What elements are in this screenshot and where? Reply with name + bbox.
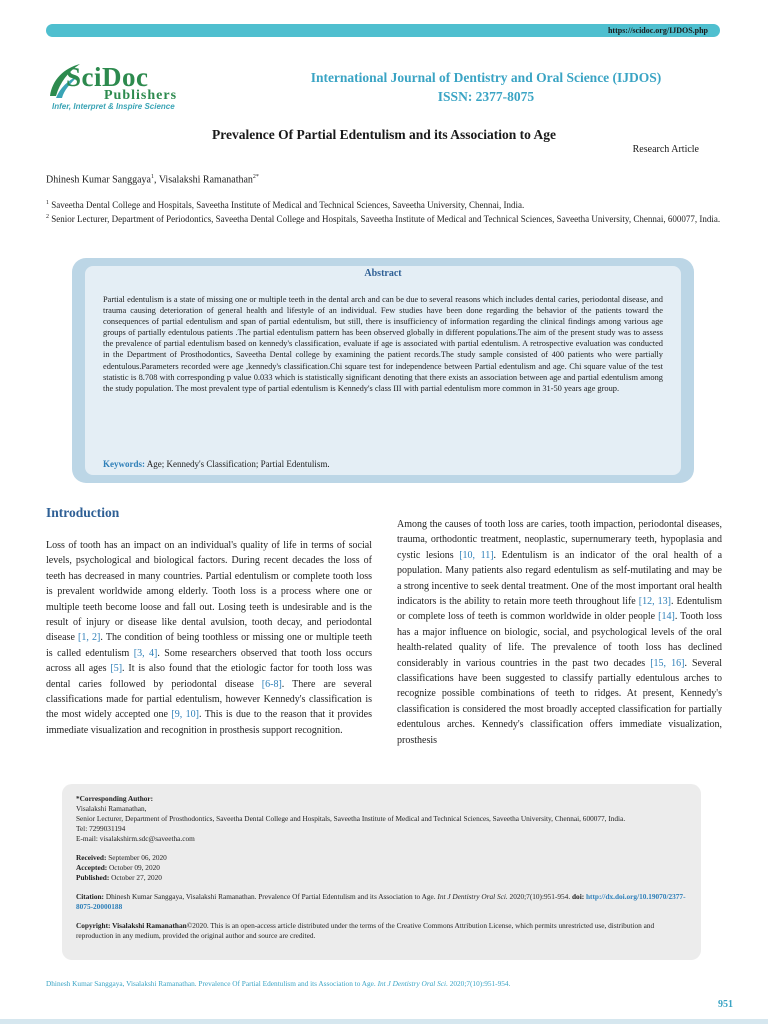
affiliation-1: $^1$ Saveetha Dental College and Hospitals, Saveetha Institute of Medical and Technical Sciences, Saveetha University, Chennai, India.: [46, 200, 525, 210]
introduction-right-column: [397, 517, 722, 748]
keywords: [103, 459, 663, 469]
publication-dates: [76, 853, 687, 883]
doi-link[interactable]: http://dx.doi.org/10.19070/2377-8075-20000188: [76, 892, 686, 911]
citation-link[interactable]: [5]: [110, 663, 123, 675]
abstract-inner: [85, 266, 681, 475]
accepted-date: Accepted: October 09, 2020: [76, 863, 160, 872]
body-text: . Some researchers observed that tooth loss occurs across all ages: [46, 647, 372, 675]
body-text: Among the causes of tooth loss are caries, tooth impaction, periodontal diseases, trauma, orthodontic treatment, neoplastic, supernumerary teeth, hypoplasia and cystic lesions: [397, 519, 722, 561]
received-date: Received: September 06, 2020: [76, 853, 167, 862]
body-text: . There are several classifications made for partial edentulism, however Kennedy's classification is the most widely accepted one: [46, 678, 372, 721]
logo-wordmark: SciDoc: [66, 62, 149, 92]
citation-link[interactable]: [9, 10]: [171, 709, 199, 721]
citation-link[interactable]: [15, 16]: [650, 657, 685, 669]
corresponding-tel: Tel: 7299031194: [76, 824, 126, 833]
body-text: Loss of tooth has an impact on an individual's quality of life in terms of social levels, psychological and biological factors. During recent decades the loss of teeth has decreased in many countries. Partial edentulism or complete tooth loss is prevalent worldwide among elderly. Tooth loss is a process where one or multiple teeth become loose and fall out. Losing teeth is undesirable and is the result of injury or disease like dental avulsion, tooth decay, and periodontal disease: [46, 540, 372, 644]
introduction-left-column: [46, 538, 372, 738]
article-type: Research Article: [632, 144, 699, 155]
author-affiliation-mark: 2*: [252, 174, 259, 180]
citation: Citation: Dhinesh Kumar Sanggaya, Visalakshi Ramanathan. Prevalence Of Partial Edentulism and its Association to Age. Int J Dentistry Oral Sci. 2020;7(10):951-954. doi: http://dx.doi.org/10.19070/2377-8075-20000188: [76, 892, 686, 911]
journal-url-link[interactable]: https://scidoc.org/IJDOS.php: [607, 26, 708, 35]
body-text: . Edentulism or complete loss of teeth is common worldwide in older people: [397, 596, 723, 623]
abstract-box: [72, 258, 694, 483]
abstract-text: Partial edentulism is a state of missing one or multiple teeth in the dental arch and can be due to several reasons which includes dental caries, periodontal disease, and trauma causing deterioration of general health and lifestyle of an individual. Few studies have been done regarding the behavior of the patients toward the consequences of partial edentulism and span of partial edentulism, but still, there is insufficiency of information regarding the clinical findings among various age groups of partially edentulous patients .The partial edentulism pattern has been observed globally in different populations.The aim of the present study was to assess the prevalence of partial edentulism based on kennedy's classification, evaluate if age is associated with partial edentulism. A retrospective evaluation was conducted in the Department of Prosthodontics, Saveetha Dental college by examining the patient records.The study sample consisted of 400 patients who were partially edentulous.Parameters recorded were age ,kennedy's classification.Chi square test for independence between Partial edentulism and age. Chi square value of the test statistic is 8.708 with corresponding p value 0.033 which is statistically significant denoting that there exists an association between age and partial edentulism among the study population. The most prevalent type of partial edentulism is Kennedy's class III with partial edentulism more common in 31-50 years age group.: [103, 295, 663, 393]
correspondence-box: [62, 784, 701, 960]
footer-rule: [0, 1019, 768, 1024]
body-text: . Tooth loss has a major influence on biologic, social, and psychological levels of the oral health-related quality of life. The prevalence of tooth loss has declined considerably in various countries in the past two decades: [397, 611, 722, 669]
scidoc-logo: [46, 60, 216, 110]
author-affiliation-mark: 1: [150, 174, 154, 180]
article-title: Prevalence Of Partial Edentulism and its Association to Age: [212, 127, 556, 142]
body-text: . Several classifications have been suggested to classify partially edentulous arches to recognize possible combinations of teeth to ridges. At present, Kennedy's classification is considered the most broadly accepted classification for partially edentulous arches. Kennedy's classification offers immediate visualization, prosthesis: [397, 657, 722, 746]
corresponding-author: [76, 794, 687, 844]
body-text: . It is also found that the etiologic factor for tooth loss was dental caries followed by periodontal disease: [46, 663, 372, 690]
logo-publishers: Publishers: [104, 88, 178, 103]
abstract-heading: Abstract: [364, 268, 402, 279]
body-text: . This is due to the reason that it provides immediate visualization and recognition in prosthesis support recognition.: [46, 709, 372, 736]
header-bar: [46, 24, 720, 37]
keywords-label: Keywords:: [103, 459, 145, 469]
corresponding-email[interactable]: E-mail: visalakshirm.sdc@saveetha.com: [76, 834, 195, 843]
citation-link[interactable]: [10, 11]: [459, 549, 494, 561]
affiliation-2: $^2$ Senior Lecturer, Department of Periodontics, Saveetha Dental College and Hospitals, Saveetha Institute of Medical and Technical Sciences, Saveetha University, Chennai, 600077, India.: [46, 214, 721, 224]
logo-tagline: Infer, Interpret & Inspire Science: [52, 102, 175, 111]
copyright: Copyright: Visalakshi Ramanathan©2020. This is an open-access article distributed under the terms of the Creative Commons Attribution License, which permits unrestricted use, distribution and reproduction in any medium, provided the original author and source are credited.: [76, 921, 655, 940]
journal-title: International Journal of Dentistry and Oral Science (IJDOS): [310, 70, 662, 85]
citation-link[interactable]: [6-8]: [261, 678, 282, 690]
published-date: Published: October 27, 2020: [76, 873, 162, 882]
corresponding-name: Visalakshi Ramanathan,: [76, 804, 147, 813]
author-separator: ,: [153, 174, 159, 186]
author-name: Dhinesh Kumar Sanggaya: [46, 174, 151, 186]
page-number: 951: [718, 999, 733, 1010]
body-text: . Edentulism is an indicator of the oral health of a population. Many patients also regard edentulism as self-mutilating and may be a strong incentive to seek dental treatment. One of the most important oral health indicators is the ability to retain more teeth throughout life: [397, 549, 723, 608]
footer-citation: Dhinesh Kumar Sanggaya, Visalakshi Ramanathan. Prevalence Of Partial Edentulism and its Association to Age. Int J Dentistry Oral Sci. 2020;7(10):951-954.: [46, 979, 511, 988]
citation-link[interactable]: [1, 2]: [78, 632, 101, 644]
body-text: . The condition of being toothless or missing one or multiple teeth is called edentulism: [46, 632, 372, 659]
citation-link[interactable]: [14]: [658, 611, 675, 623]
author-name: Visalakshi Ramanathan: [158, 174, 253, 186]
citation-link[interactable]: [3, 4]: [133, 647, 158, 659]
citation-link[interactable]: [12, 13]: [638, 596, 671, 608]
corresponding-position: Senior Lecturer, Department of Prosthodontics, Saveetha Dental College and Hospitals, Saveetha Institute of Medical and Technical Sciences, Saveetha University, Chennai, 600077, India.: [76, 814, 626, 823]
journal-issn: ISSN: 2377-8075: [437, 89, 535, 104]
introduction-heading: Introduction: [46, 505, 120, 520]
author-list: [46, 174, 259, 185]
corresponding-label: *Corresponding Author:: [76, 794, 154, 803]
keywords-value: Age; Kennedy's Classification; Partial Edentulism.: [146, 459, 330, 469]
